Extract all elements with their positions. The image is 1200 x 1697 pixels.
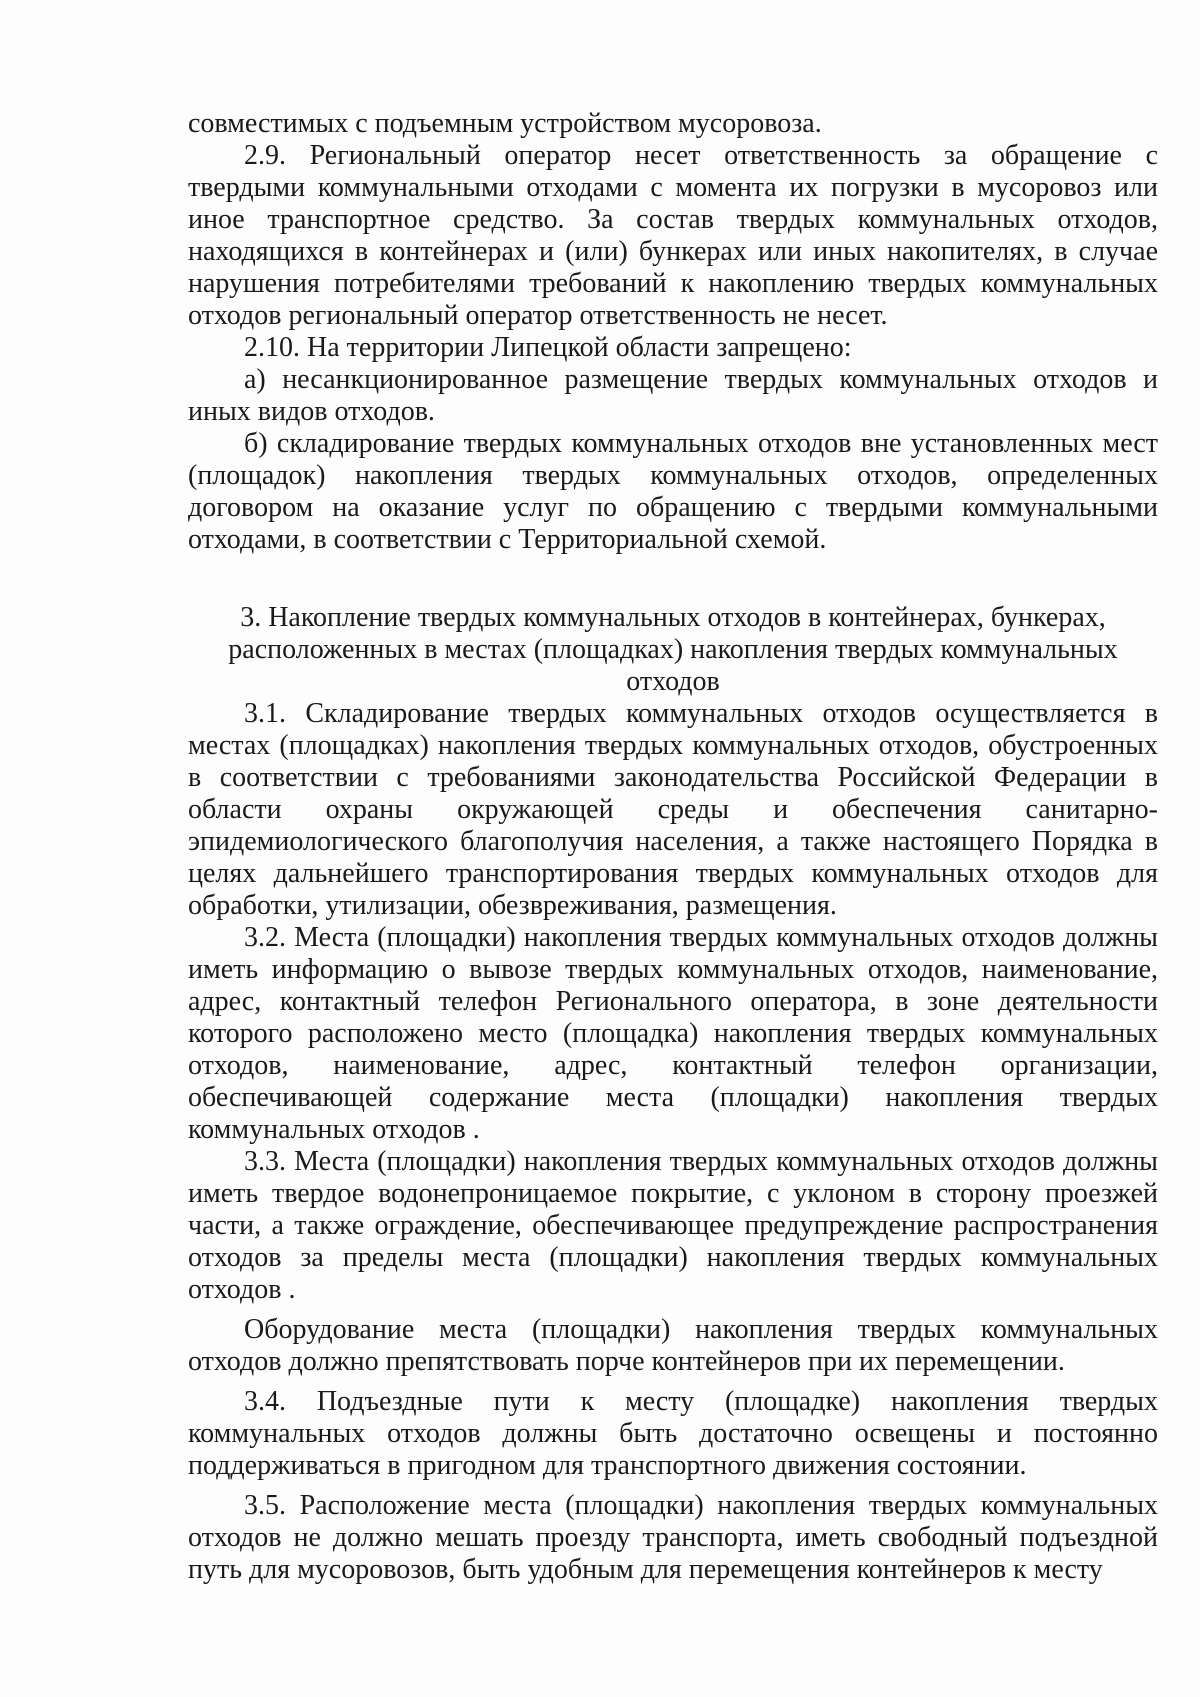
paragraph-3-5: 3.5. Расположение места (площадки) накопления твердых коммунальных отходов не должно мешать проезду транспорта, иметь свободный подъездной путь для мусоровозов, быть удобным для перемещения контейнеров к месту xyxy=(188,1490,1158,1585)
paragraph-continuation: совместимых с подъемным устройством мусоровоза. xyxy=(188,108,822,139)
paragraph-2-10: 2.10. На территории Липецкой области запрещено: xyxy=(244,332,852,363)
paragraph-3-3: 3.3. Места (площадки) накопления твердых коммунальных отходов должны иметь твердое водонепроницаемое покрытие, с уклоном в сторону проезжей части, а также ограждение, обеспечивающее предупреждение распространения отходов за пределы места (площадки) накопления твердых коммунальных отходов . xyxy=(188,1146,1158,1305)
paragraph-2-9: 2.9. Региональный оператор несет ответственность за обращение с твердыми коммунальными отходами с момента их погрузки в мусоровоз или иное транспортное средство. За состав твердых коммунальных отходов, находящихся в контейнерах и (или) бункерах или иных накопителях, в случае нарушения потребителями требований к накоплению твердых коммунальных отходов региональный оператор ответственность не несет. xyxy=(188,140,1158,331)
paragraph-3-3-equipment: Оборудование места (площадки) накопления твердых коммунальных отходов должно препятствовать порче контейнеров при их перемещении. xyxy=(188,1314,1158,1377)
document-body xyxy=(188,108,1158,1586)
paragraph-3-1: 3.1. Складирование твердых коммунальных отходов осуществляется в местах (площадках) накопления твердых коммунальных отходов, обустроенных в соответствии с требованиями законодательства Российской Федерации в области охраны окружающей среды и обеспечения санитарно-эпидемиологического благополучия населения, а также настоящего Порядка в целях дальнейшего транспортирования твердых коммунальных отходов для обработки, утилизации, обезвреживания, размещения. xyxy=(188,698,1158,921)
paragraph-2-10-b: б) складирование твердых коммунальных отходов вне установленных мест (площадок) накопления твердых коммунальных отходов, определенных договором на оказание услуг по обращению с твердыми коммунальными отходами, в соответствии с Территориальной схемой. xyxy=(188,428,1158,555)
paragraph-3-4: 3.4. Подъездные пути к месту (площадке) накопления твердых коммунальных отходов должны быть достаточно освещены и постоянно поддерживаться в пригодном для транспортного движения состоянии. xyxy=(188,1386,1158,1481)
section-3-heading: 3. Накопление твердых коммунальных отходов в контейнерах, бункерах, расположенных в местах (площадках) накопления твердых коммунальных отходов xyxy=(228,602,1118,697)
paragraph-3-2: 3.2. Места (площадки) накопления твердых коммунальных отходов должны иметь информацию о вывозе твердых коммунальных отходов, наименование, адрес, контактный телефон Регионального оператора, в зоне деятельности которого расположено место (площадка) накопления твердых коммунальных отходов, наименование, адрес, контактный телефон организации, обеспечивающей содержание места (площадки) накопления твердых коммунальных отходов . xyxy=(188,922,1158,1145)
paragraph-2-10-a: а) несанкционированное размещение твердых коммунальных отходов и иных видов отходов. xyxy=(188,364,1158,427)
